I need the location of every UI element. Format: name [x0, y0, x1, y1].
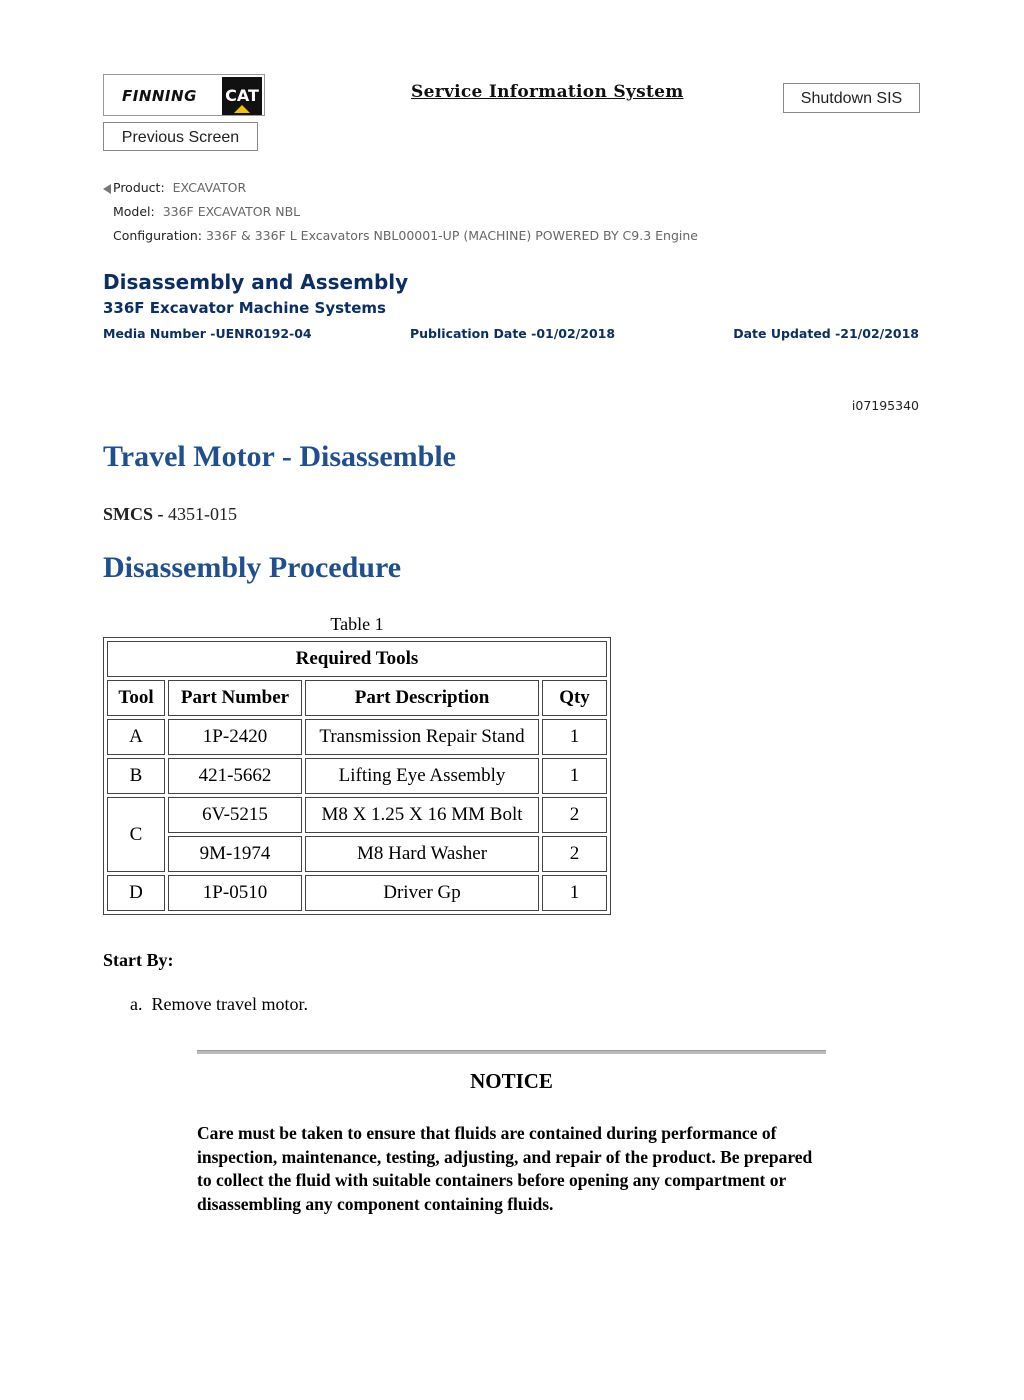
model-row — [113, 204, 300, 219]
document-type: Disassembly and Assembly — [103, 270, 409, 294]
date-updated: Date Updated -21/02/2018 — [733, 326, 919, 341]
table-row — [107, 836, 607, 872]
step-item: a. Remove travel motor. — [130, 994, 308, 1014]
part-number-cell: 6V-5215 — [168, 797, 302, 833]
notice-title: NOTICE — [470, 1069, 553, 1093]
smcs-value: 4351-015 — [168, 504, 238, 524]
qty-cell: 1 — [542, 719, 607, 755]
document-subtitle: 336F Excavator Machine Systems — [103, 299, 386, 317]
finning-cat-logo — [103, 74, 265, 116]
publication-date: Publication Date -01/02/2018 — [410, 326, 616, 341]
start-by-label: Start By: — [103, 950, 174, 970]
part-number-cell: 9M-1974 — [168, 836, 302, 872]
model-label: Model: — [113, 204, 155, 219]
tool-cell: D — [107, 875, 165, 911]
product-label: Product: — [113, 180, 165, 195]
part-number-cell: 1P-2420 — [168, 719, 302, 755]
table-title: Required Tools — [107, 641, 607, 677]
cat-logo-text: CAT — [222, 77, 262, 115]
table-row — [107, 797, 607, 833]
sis-title: Service Information System — [411, 82, 684, 102]
column-header: Tool — [107, 680, 165, 716]
finning-logo-text: FINNING — [122, 87, 197, 105]
table-title-row — [107, 641, 607, 677]
configuration-label: Configuration: — [113, 228, 202, 243]
part-description-cell: M8 Hard Washer — [305, 836, 539, 872]
table-row — [107, 875, 607, 911]
required-tools-table — [103, 637, 611, 915]
notice-divider — [197, 1050, 826, 1054]
tool-cell: A — [107, 719, 165, 755]
table-row — [107, 758, 607, 794]
tool-cell: C — [107, 797, 165, 872]
cat-triangle-icon — [234, 105, 250, 113]
configuration-value: 336F & 336F L Excavators NBL00001-UP (MACHINE) POWERED BY C9.3 Engine — [205, 228, 698, 243]
part-description-cell: Transmission Repair Stand — [305, 719, 539, 755]
qty-cell: 1 — [542, 875, 607, 911]
page-title: Travel Motor - Disassemble — [103, 440, 456, 473]
media-number: Media Number -UENR0192-04 — [103, 326, 312, 341]
part-description-cell: Driver Gp — [305, 875, 539, 911]
part-description-cell: M8 X 1.25 X 16 MM Bolt — [305, 797, 539, 833]
qty-cell: 1 — [542, 758, 607, 794]
table-row — [107, 719, 607, 755]
table-header-row — [107, 680, 607, 716]
previous-screen-button[interactable]: Previous Screen — [103, 122, 258, 151]
shutdown-sis-button[interactable]: Shutdown SIS — [783, 83, 920, 113]
column-header: Part Description — [305, 680, 539, 716]
section-title: Disassembly Procedure — [103, 551, 402, 584]
document-id: i07195340 — [851, 398, 919, 413]
tool-cell: B — [107, 758, 165, 794]
smcs-label: SMCS - — [103, 504, 164, 524]
column-header: Part Number — [168, 680, 302, 716]
back-arrow-icon[interactable] — [103, 184, 111, 194]
part-number-cell: 1P-0510 — [168, 875, 302, 911]
column-header: Qty — [542, 680, 607, 716]
product-value: EXCAVATOR — [172, 180, 247, 195]
qty-cell: 2 — [542, 797, 607, 833]
configuration-row — [113, 228, 698, 243]
page-header — [103, 74, 920, 154]
part-number-cell: 421-5662 — [168, 758, 302, 794]
notice-text: Care must be taken to ensure that fluids are contained during performance of inspection, maintenance, testing, adjusting, and repair of the product. Be prepared to collect the fluid with suitable containers before opening any compartment or disassembling any component containing fluids. — [197, 1123, 813, 1214]
product-row — [113, 180, 246, 195]
part-description-cell: Lifting Eye Assembly — [305, 758, 539, 794]
qty-cell: 2 — [542, 836, 607, 872]
table-caption: Table 1 — [330, 614, 384, 634]
model-value: 336F EXCAVATOR NBL — [162, 204, 301, 219]
smcs-code — [103, 504, 237, 525]
